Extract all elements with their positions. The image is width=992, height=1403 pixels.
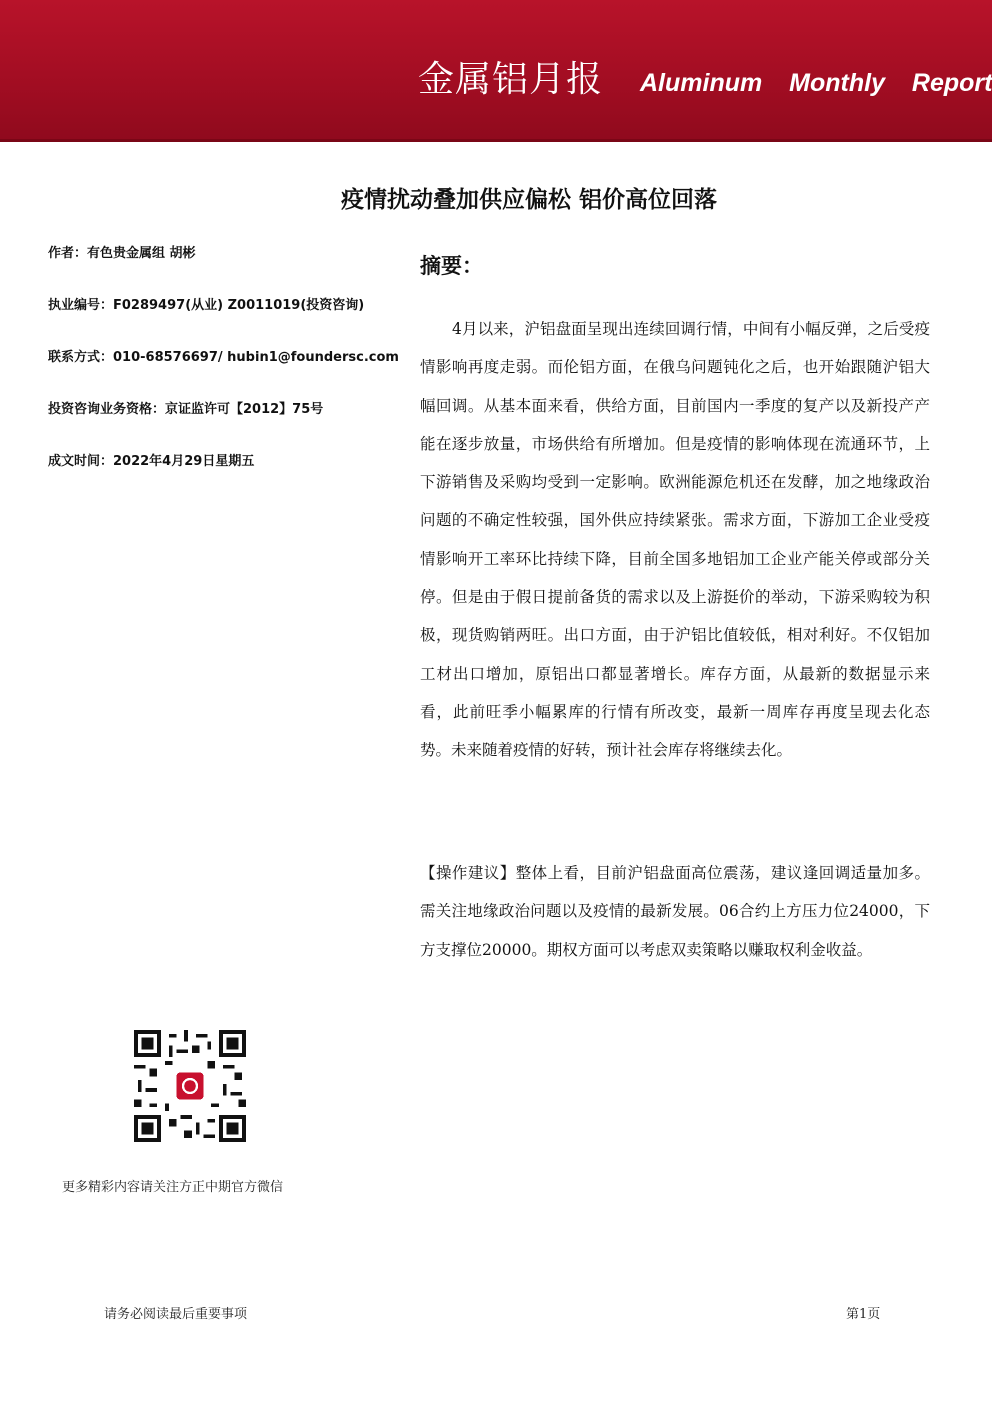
author-line: 作者：有色贵金属组 胡彬 (48, 246, 196, 261)
license-number-line: 执业编号：F0289497(从业) Z0011019(投资咨询) (48, 298, 365, 313)
wechat-qr-code (134, 1030, 246, 1142)
report-title-cn: 金属铝月报 (418, 59, 604, 100)
qr-caption: 更多精彩内容请关注方正中期官方微信 (62, 1180, 284, 1195)
summary-paragraph: 4月以来，沪铝盘面呈现出连续回调行情，中间有小幅反弹，之后受疫情影响再度走弱。而伦铝方面，在俄乌问题钝化之后，也开始跟随沪铝大幅回调。从基本面来看，供给方面，目前国内一季度的复产以及新投产产能在逐步放量，市场供给有所增加。但是疫情的影响体现在流通环节，上下游销售及采购均受到一定影响。欧洲能源危机还在发酵，加之地缘政治问题的不确定性较强，国外供应持续紧张。需求方面，下游加工企业受疫情影响开工率环比持续下降，目前全国多地铝加工企业产能关停或部分关停。但是由于假日提前备货的需求以及上游挺价的举动，下游采购较为积极，现货购销两旺。出口方面，由于沪铝比值较低，相对利好。不仅铝加工材出口增加，原铝出口都显著增长。库存方面，从最新的数据显示来看，此前旺季小幅累库的行情有所改变，最新一周库存再度呈现去化态势。未来随着疫情的好转，预计社会库存将继续去化。 (420, 320, 930, 760)
summary-heading: 摘要： (420, 254, 483, 278)
document-title: 疫情扰动叠加供应偏松 铝价高位回落 (340, 187, 717, 213)
contact-line: 联系方式：010-68576697/ hubin1@foundersc.com (48, 350, 399, 365)
footer-notice: 请务必阅读最后重要事项 (104, 1307, 248, 1322)
qualification-line: 投资咨询业务资格：京证监许可【2012】75号 (48, 402, 324, 417)
report-title-en: Aluminum Monthly Report (640, 69, 992, 97)
author-info (48, 244, 408, 504)
report-header-banner (0, 0, 992, 142)
operation-advice-paragraph: 【操作建议】整体上看，目前沪铝盘面高位震荡，建议逢回调适量加多。需关注地缘政治问题以及疫情的最新发展。06合约上方压力位24000，下方支撑位20000。期权方面可以考虑双卖策略以赚取权利金收益。 (420, 864, 930, 959)
date-line: 成文时间：2022年4月29日星期五 (48, 454, 255, 469)
page-number: 第1页 (846, 1307, 881, 1322)
